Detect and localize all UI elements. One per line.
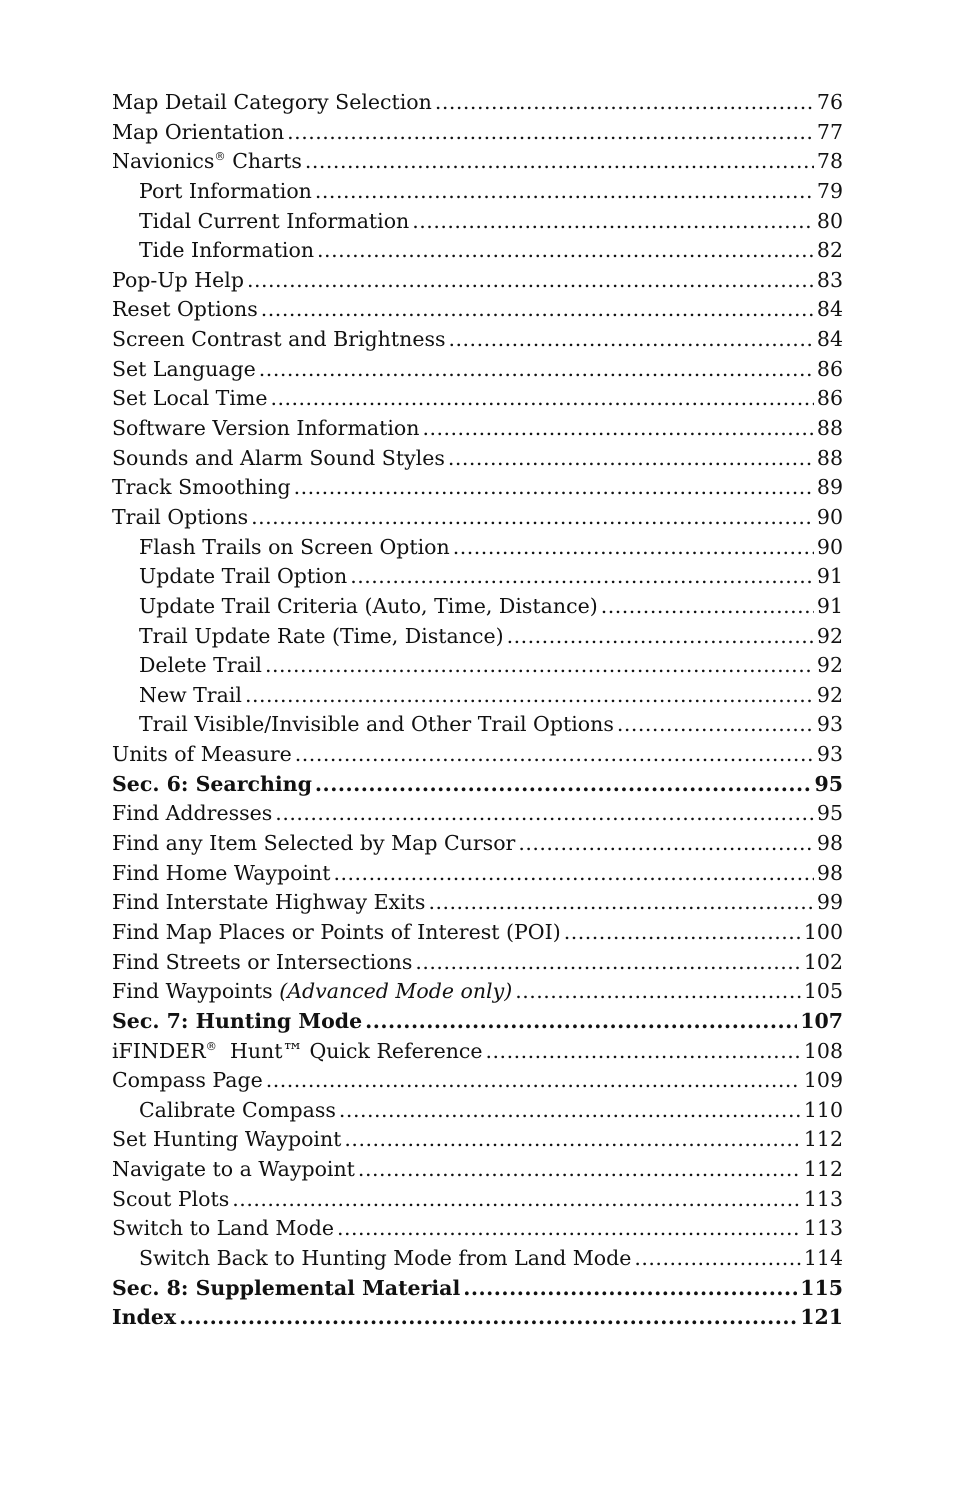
toc-entry-title — [112, 295, 258, 325]
toc-entry[interactable] — [112, 799, 843, 829]
dot-leader — [507, 622, 814, 652]
dot-leader — [232, 1185, 801, 1215]
toc-entry[interactable] — [112, 1096, 843, 1126]
toc-entry-page-number: 90 — [816, 504, 843, 529]
toc-entry-page-number: 93 — [816, 712, 843, 737]
toc-entry-page-number: 98 — [816, 860, 843, 885]
toc-entry-page-number: 99 — [816, 890, 843, 915]
dot-leader — [287, 118, 814, 148]
dot-leader — [315, 770, 812, 800]
toc-entry-title-text: Update Trail Criteria (Auto, Time, Distance) — [139, 593, 598, 618]
dot-leader — [261, 295, 814, 325]
registered-mark: ® — [205, 1039, 217, 1053]
toc-entry-page-number: 79 — [816, 178, 843, 203]
toc-entry-title — [112, 1155, 355, 1185]
dot-leader — [415, 948, 800, 978]
toc-entry[interactable] — [112, 384, 843, 414]
toc-entry-title — [139, 592, 598, 622]
dot-leader — [412, 207, 814, 237]
toc-entry-title-text: Sec. 7: Hunting Mode — [112, 1008, 363, 1033]
toc-entry-title-text: Find any Item Selected by Map Cursor — [112, 831, 516, 856]
toc-entry-title — [112, 147, 302, 177]
toc-entry[interactable] — [112, 1037, 843, 1067]
toc-entry-title — [112, 1303, 176, 1333]
toc-entry-page-number: 98 — [816, 831, 843, 856]
toc-entry[interactable] — [112, 266, 843, 296]
toc-entry-title — [139, 236, 314, 266]
toc-entry-title — [112, 918, 561, 948]
dot-leader — [337, 1214, 801, 1244]
toc-entry-title — [112, 1185, 229, 1215]
toc-entry-page-number: 102 — [803, 949, 843, 974]
toc-entry-title-text: Trail Visible/Invisible and Other Trail Options — [139, 712, 614, 737]
toc-entry-page-number: 112 — [803, 1127, 843, 1152]
dot-leader — [270, 384, 813, 414]
toc-entry-page-number: 100 — [803, 919, 843, 944]
toc-entry-page-number: 86 — [816, 356, 843, 381]
toc-entry[interactable] — [112, 1274, 843, 1304]
toc-entry[interactable] — [112, 444, 843, 474]
toc-entry[interactable] — [112, 859, 843, 889]
toc-entry-title-text: Sounds and Alarm Sound Styles — [112, 445, 445, 470]
toc-entry-title-text: Find Streets or Intersections — [112, 949, 413, 974]
toc-entry-page-number: 91 — [816, 593, 843, 618]
toc-entry-title — [139, 533, 450, 563]
toc-entry-title-text: Port Information — [139, 178, 312, 203]
dot-leader — [344, 1125, 800, 1155]
dot-leader — [617, 710, 814, 740]
toc-entry-title-text: Switch Back to Hunting Mode from Land Mode — [139, 1245, 632, 1270]
toc-entry[interactable] — [112, 592, 843, 622]
toc-entry-title-text: Compass Page — [112, 1068, 263, 1093]
toc-entry-title-suffix: Hunt™ Quick Reference — [216, 1038, 483, 1063]
dot-leader — [265, 651, 814, 681]
toc-entry-page-number: 93 — [816, 742, 843, 767]
toc-entry-title-text: Flash Trails on Screen Option — [139, 534, 450, 559]
toc-entry-title-text: Tidal Current Information — [139, 208, 410, 233]
toc-entry-title-note: (Advanced Mode only) — [279, 979, 513, 1004]
toc-entry-title-suffix: Charts — [225, 149, 302, 174]
toc-entry-page-number: 115 — [800, 1275, 843, 1300]
toc-entry[interactable] — [112, 1125, 843, 1155]
toc-entry-page-number: 108 — [803, 1038, 843, 1063]
toc-entry-title — [139, 681, 242, 711]
dot-leader — [486, 1037, 801, 1067]
toc-entry-title-text: Screen Contrast and Brightness — [112, 327, 446, 352]
toc-entry-title-text: Navionics — [112, 149, 215, 174]
toc-entry[interactable] — [112, 355, 843, 385]
dot-leader — [179, 1303, 797, 1333]
dot-leader — [275, 799, 814, 829]
toc-entry-page-number: 105 — [803, 979, 843, 1004]
toc-entry[interactable] — [112, 118, 843, 148]
dot-leader — [245, 681, 814, 711]
toc-entry[interactable] — [112, 533, 843, 563]
toc-entry-page-number: 88 — [816, 416, 843, 441]
toc-entry-page-number: 76 — [816, 90, 843, 114]
toc-entry-title — [112, 473, 291, 503]
dot-leader — [315, 177, 814, 207]
toc-entry-title — [112, 829, 515, 859]
toc-entry-title-text: Reset Options — [112, 297, 258, 322]
toc-entry-page-number: 90 — [816, 534, 843, 559]
toc-entry-title — [112, 414, 419, 444]
toc-entry-page-number: 112 — [803, 1157, 843, 1182]
dot-leader — [350, 562, 814, 592]
toc-entry-page-number: 82 — [816, 238, 843, 263]
toc-entry[interactable] — [112, 88, 843, 118]
toc-entry[interactable] — [112, 1303, 843, 1333]
dot-leader — [305, 147, 814, 177]
toc-entry-title — [139, 177, 312, 207]
toc-entry-title-text: Find Interstate Highway Exits — [112, 890, 426, 915]
toc-entry-title — [112, 444, 445, 474]
dot-leader — [295, 740, 814, 770]
toc-entry-page-number: 109 — [803, 1068, 843, 1093]
toc-entry-title-text: New Trail — [139, 682, 242, 707]
toc-entry-page-number: 92 — [816, 653, 843, 678]
toc-entry-page-number: 88 — [816, 445, 843, 470]
toc-entry-title — [139, 1244, 631, 1274]
toc-entry-page-number: 92 — [816, 623, 843, 648]
toc-entry-title-text: Scout Plots — [112, 1186, 230, 1211]
toc-entry-page-number: 113 — [803, 1216, 843, 1241]
toc-entry-title — [112, 1214, 334, 1244]
toc-entry[interactable] — [112, 918, 843, 948]
dot-leader — [449, 325, 814, 355]
toc-entry-page-number: 77 — [816, 119, 843, 144]
toc-entry[interactable] — [112, 1007, 843, 1037]
toc-entry[interactable] — [112, 829, 843, 859]
toc-entry[interactable] — [112, 651, 843, 681]
dot-leader — [453, 533, 814, 563]
toc-entry-title-text: Find Home Waypoint — [112, 860, 331, 885]
toc-entry-title-text: Update Trail Option — [139, 564, 348, 589]
toc-entry-title-text: Track Smoothing — [112, 475, 291, 500]
toc-entry-title — [139, 1096, 336, 1126]
toc-entry-title — [139, 562, 347, 592]
dot-leader — [634, 1244, 800, 1274]
dot-leader — [259, 355, 814, 385]
dot-leader — [247, 266, 814, 296]
toc-entry-page-number: 86 — [816, 386, 843, 411]
table-of-contents — [112, 88, 843, 1333]
toc-entry-title — [112, 118, 284, 148]
toc-entry[interactable] — [112, 147, 843, 177]
toc-entry[interactable] — [112, 414, 843, 444]
dot-leader — [365, 1007, 797, 1037]
toc-entry[interactable] — [112, 236, 843, 266]
toc-entry-title-text: Trail Update Rate (Time, Distance) — [139, 623, 504, 648]
toc-entry-title — [112, 1274, 460, 1304]
toc-entry[interactable] — [112, 177, 843, 207]
toc-entry-title-text: Set Language — [112, 356, 256, 381]
toc-entry-page-number: 78 — [816, 149, 843, 174]
toc-entry-title-text: Set Local Time — [112, 386, 268, 411]
toc-entry-title — [112, 770, 312, 800]
toc-entry[interactable] — [112, 710, 843, 740]
toc-entry-title — [112, 355, 256, 385]
toc-entry[interactable] — [112, 622, 843, 652]
toc-entry-title-text: Index — [112, 1305, 177, 1330]
toc-entry-page-number: 89 — [816, 475, 843, 500]
dot-leader — [333, 859, 813, 889]
dot-leader — [294, 473, 814, 503]
toc-entry[interactable] — [112, 948, 843, 978]
toc-entry-title-text: Trail Options — [112, 504, 249, 529]
toc-entry-title — [139, 651, 262, 681]
toc-entry-title — [139, 710, 614, 740]
dot-leader — [435, 88, 814, 118]
toc-entry[interactable] — [112, 295, 843, 325]
toc-entry-title — [112, 325, 446, 355]
dot-leader — [339, 1096, 801, 1126]
toc-entry[interactable] — [112, 681, 843, 711]
dot-leader — [601, 592, 814, 622]
toc-entry-title — [112, 1007, 362, 1037]
toc-entry[interactable] — [112, 1244, 843, 1274]
toc-entry-page-number: 84 — [816, 297, 843, 322]
toc-entry-title-text: Delete Trail — [139, 653, 262, 678]
toc-entry-title — [112, 948, 412, 978]
dot-leader — [422, 414, 813, 444]
toc-entry-title — [112, 859, 330, 889]
toc-entry-page-number: 107 — [800, 1008, 843, 1033]
dot-leader — [428, 888, 813, 918]
toc-entry-title-text: Calibrate Compass — [139, 1097, 336, 1122]
registered-mark: ® — [214, 150, 226, 164]
dot-leader — [564, 918, 801, 948]
toc-entry-page-number: 91 — [816, 564, 843, 589]
toc-entry-title — [112, 384, 267, 414]
toc-entry-title-text: Navigate to a Waypoint — [112, 1157, 355, 1182]
toc-entry-title-text: Pop-Up Help — [112, 267, 244, 292]
dot-leader — [515, 977, 801, 1007]
toc-entry[interactable] — [112, 1155, 843, 1185]
dot-leader — [266, 1066, 801, 1096]
toc-entry-title — [112, 1066, 263, 1096]
toc-entry-page-number: 114 — [803, 1245, 843, 1270]
toc-entry-title-text: Find Addresses — [112, 801, 273, 826]
dot-leader — [448, 444, 814, 474]
toc-entry-title — [139, 207, 409, 237]
toc-entry[interactable] — [112, 1185, 843, 1215]
toc-entry-title — [112, 266, 244, 296]
toc-entry[interactable] — [112, 207, 843, 237]
toc-entry-title — [112, 740, 292, 770]
toc-entry-page-number: 95 — [814, 771, 843, 796]
toc-entry-title-text: Tide Information — [139, 238, 315, 263]
toc-entry-page-number: 92 — [816, 682, 843, 707]
toc-entry[interactable] — [112, 740, 843, 770]
toc-entry-title-text: iFINDER — [112, 1038, 206, 1063]
toc-entry[interactable] — [112, 977, 843, 1007]
toc-entry-title-text: Switch to Land Mode — [112, 1216, 334, 1241]
dot-leader — [358, 1155, 801, 1185]
dot-leader — [518, 829, 814, 859]
toc-entry[interactable] — [112, 1066, 843, 1096]
toc-entry[interactable] — [112, 325, 843, 355]
toc-entry-title-text: Software Version Information — [112, 416, 420, 441]
toc-entry-page-number: 110 — [803, 1097, 843, 1122]
toc-entry-title-text: Map Orientation — [112, 119, 285, 144]
toc-entry-page-number: 80 — [816, 208, 843, 233]
toc-entry-title — [112, 1037, 483, 1067]
toc-entry-title — [112, 888, 425, 918]
toc-entry-title-text: Find Map Places or Points of Interest (POI) — [112, 919, 561, 944]
toc-entry-page-number: 84 — [816, 327, 843, 352]
toc-entry-title — [112, 503, 248, 533]
toc-entry[interactable] — [112, 473, 843, 503]
toc-entry-page-number: 113 — [803, 1186, 843, 1211]
toc-entry[interactable] — [112, 562, 843, 592]
dot-leader — [317, 236, 814, 266]
toc-entry-title-text: Units of Measure — [112, 742, 292, 767]
toc-entry-title-text: Sec. 8: Supplemental Material — [112, 1275, 461, 1300]
dot-leader — [251, 503, 814, 533]
toc-entry-page-number: 83 — [816, 267, 843, 292]
toc-entry[interactable] — [112, 503, 843, 533]
toc-entry-page-number: 121 — [800, 1305, 843, 1330]
toc-entry-title — [112, 799, 272, 829]
toc-entry[interactable] — [112, 888, 843, 918]
toc-entry[interactable] — [112, 1214, 843, 1244]
toc-entry-title-text: Sec. 6: Searching — [112, 771, 312, 796]
toc-entry-title — [112, 977, 512, 1007]
toc-entry-title — [139, 622, 504, 652]
toc-entry-title — [112, 88, 432, 118]
toc-entry[interactable] — [112, 770, 843, 800]
toc-entry-page-number: 95 — [816, 801, 843, 826]
toc-entry-title-text: Find Waypoints — [112, 979, 280, 1004]
toc-entry-title-text: Set Hunting Waypoint — [112, 1127, 342, 1152]
toc-entry-title — [112, 1125, 341, 1155]
dot-leader — [463, 1274, 797, 1304]
toc-entry-title-text: Map Detail Category Selection — [112, 90, 432, 114]
